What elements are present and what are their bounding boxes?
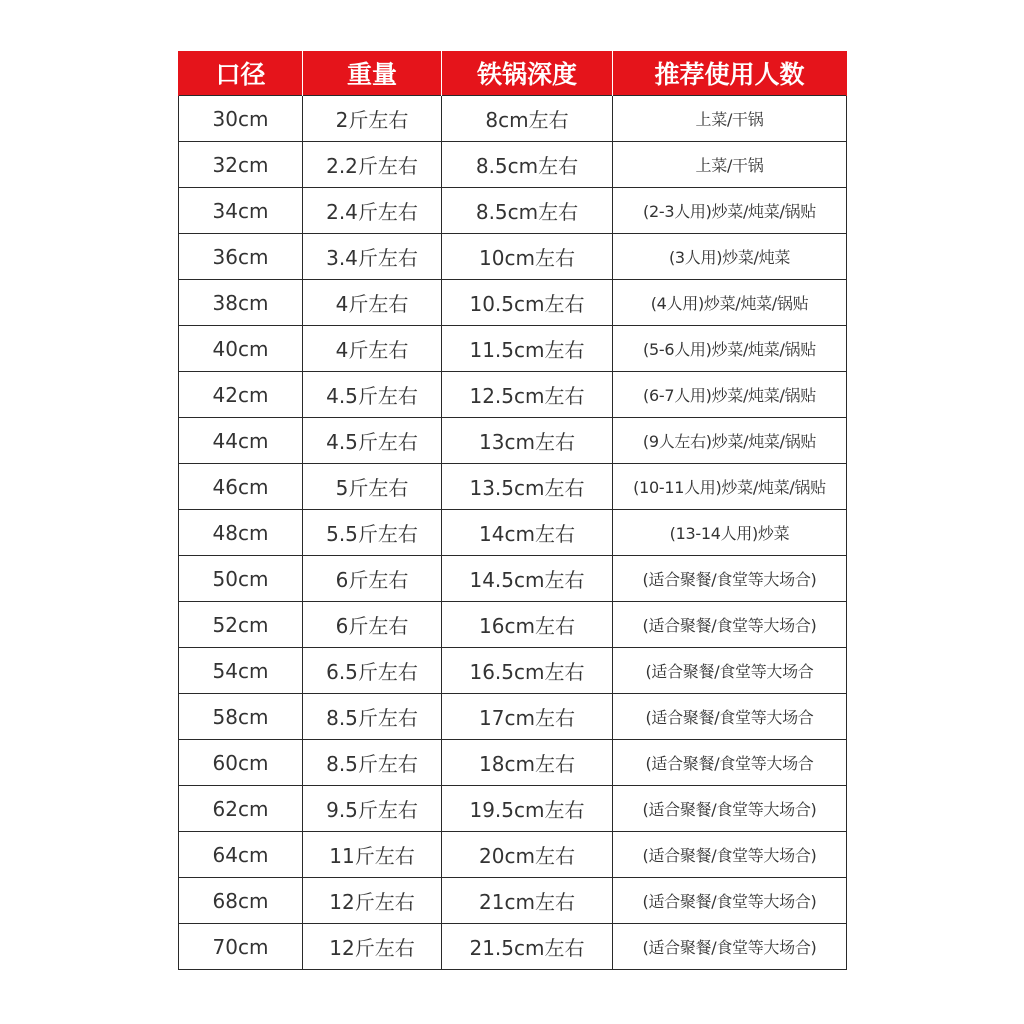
table-row xyxy=(179,556,847,602)
cell-depth: 10cm左右 xyxy=(442,234,613,280)
table-row xyxy=(179,740,847,786)
cell-weight: 3.4斤左右 xyxy=(303,234,442,280)
cell-depth: 12.5cm左右 xyxy=(442,372,613,418)
cell-diameter: 36cm xyxy=(179,234,303,280)
cell-weight: 2.2斤左右 xyxy=(303,142,442,188)
table-row xyxy=(179,234,847,280)
cell-usage: (13-14人用)炒菜 xyxy=(613,510,847,556)
cell-usage: (9人左右)炒菜/炖菜/锅贴 xyxy=(613,418,847,464)
cell-weight: 5.5斤左右 xyxy=(303,510,442,556)
table-row xyxy=(179,280,847,326)
cell-weight: 5斤左右 xyxy=(303,464,442,510)
cell-depth: 19.5cm左右 xyxy=(442,786,613,832)
cell-depth: 8cm左右 xyxy=(442,96,613,142)
cell-depth: 16cm左右 xyxy=(442,602,613,648)
cell-depth: 21.5cm左右 xyxy=(442,924,613,970)
header-diameter: 口径 xyxy=(179,51,303,96)
table-row xyxy=(179,694,847,740)
header-row xyxy=(179,51,847,96)
cell-depth: 8.5cm左右 xyxy=(442,142,613,188)
cell-depth: 16.5cm左右 xyxy=(442,648,613,694)
table-row xyxy=(179,832,847,878)
cell-weight: 4斤左右 xyxy=(303,280,442,326)
cell-diameter: 46cm xyxy=(179,464,303,510)
cell-usage: 上菜/干锅 xyxy=(613,142,847,188)
cell-usage: (适合聚餐/食堂等大场合 xyxy=(613,694,847,740)
cell-weight: 2.4斤左右 xyxy=(303,188,442,234)
cell-usage: (10-11人用)炒菜/炖菜/锅贴 xyxy=(613,464,847,510)
cell-weight: 2斤左右 xyxy=(303,96,442,142)
cell-diameter: 32cm xyxy=(179,142,303,188)
cell-weight: 11斤左右 xyxy=(303,832,442,878)
cell-weight: 4.5斤左右 xyxy=(303,418,442,464)
table-row xyxy=(179,510,847,556)
cell-diameter: 38cm xyxy=(179,280,303,326)
cell-depth: 18cm左右 xyxy=(442,740,613,786)
cell-weight: 12斤左右 xyxy=(303,878,442,924)
cell-diameter: 54cm xyxy=(179,648,303,694)
cell-diameter: 52cm xyxy=(179,602,303,648)
cell-usage: (适合聚餐/食堂等大场合) xyxy=(613,602,847,648)
cell-depth: 13cm左右 xyxy=(442,418,613,464)
cell-usage: (适合聚餐/食堂等大场合) xyxy=(613,556,847,602)
table-row xyxy=(179,418,847,464)
cell-weight: 4斤左右 xyxy=(303,326,442,372)
table-row xyxy=(179,142,847,188)
table-row xyxy=(179,648,847,694)
cell-diameter: 50cm xyxy=(179,556,303,602)
cell-depth: 10.5cm左右 xyxy=(442,280,613,326)
cell-diameter: 68cm xyxy=(179,878,303,924)
cell-weight: 12斤左右 xyxy=(303,924,442,970)
cell-weight: 6.5斤左右 xyxy=(303,648,442,694)
cell-diameter: 34cm xyxy=(179,188,303,234)
cell-depth: 8.5cm左右 xyxy=(442,188,613,234)
cell-weight: 4.5斤左右 xyxy=(303,372,442,418)
table-body xyxy=(179,96,847,970)
cell-weight: 8.5斤左右 xyxy=(303,694,442,740)
cell-diameter: 58cm xyxy=(179,694,303,740)
table-row xyxy=(179,326,847,372)
cell-usage: (适合聚餐/食堂等大场合) xyxy=(613,924,847,970)
cell-diameter: 40cm xyxy=(179,326,303,372)
cell-usage: (适合聚餐/食堂等大场合 xyxy=(613,648,847,694)
cell-usage: 上菜/干锅 xyxy=(613,96,847,142)
cell-usage: (适合聚餐/食堂等大场合) xyxy=(613,786,847,832)
table-header xyxy=(179,51,847,96)
header-weight: 重量 xyxy=(303,51,442,96)
cell-diameter: 64cm xyxy=(179,832,303,878)
cell-depth: 13.5cm左右 xyxy=(442,464,613,510)
cell-depth: 21cm左右 xyxy=(442,878,613,924)
cell-weight: 9.5斤左右 xyxy=(303,786,442,832)
table-row xyxy=(179,602,847,648)
cell-usage: (适合聚餐/食堂等大场合 xyxy=(613,740,847,786)
cell-depth: 17cm左右 xyxy=(442,694,613,740)
table-row xyxy=(179,878,847,924)
cell-usage: (适合聚餐/食堂等大场合) xyxy=(613,832,847,878)
header-depth: 铁锅深度 xyxy=(442,51,613,96)
table-row xyxy=(179,924,847,970)
cell-diameter: 62cm xyxy=(179,786,303,832)
cell-usage: (2-3人用)炒菜/炖菜/锅贴 xyxy=(613,188,847,234)
cell-weight: 6斤左右 xyxy=(303,556,442,602)
cell-diameter: 44cm xyxy=(179,418,303,464)
cell-weight: 6斤左右 xyxy=(303,602,442,648)
cell-usage: (3人用)炒菜/炖菜 xyxy=(613,234,847,280)
table-row xyxy=(179,786,847,832)
cell-weight: 8.5斤左右 xyxy=(303,740,442,786)
wok-size-spec-table xyxy=(178,51,847,970)
table-row xyxy=(179,372,847,418)
cell-diameter: 60cm xyxy=(179,740,303,786)
table-row xyxy=(179,464,847,510)
cell-depth: 14cm左右 xyxy=(442,510,613,556)
cell-diameter: 48cm xyxy=(179,510,303,556)
cell-depth: 11.5cm左右 xyxy=(442,326,613,372)
cell-usage: (6-7人用)炒菜/炖菜/锅贴 xyxy=(613,372,847,418)
cell-diameter: 30cm xyxy=(179,96,303,142)
cell-usage: (5-6人用)炒菜/炖菜/锅贴 xyxy=(613,326,847,372)
cell-depth: 20cm左右 xyxy=(442,832,613,878)
header-usage: 推荐使用人数 xyxy=(613,51,847,96)
spec-table-container xyxy=(178,51,846,970)
cell-depth: 14.5cm左右 xyxy=(442,556,613,602)
cell-diameter: 42cm xyxy=(179,372,303,418)
cell-diameter: 70cm xyxy=(179,924,303,970)
cell-usage: (4人用)炒菜/炖菜/锅贴 xyxy=(613,280,847,326)
table-row xyxy=(179,96,847,142)
cell-usage: (适合聚餐/食堂等大场合) xyxy=(613,878,847,924)
table-row xyxy=(179,188,847,234)
